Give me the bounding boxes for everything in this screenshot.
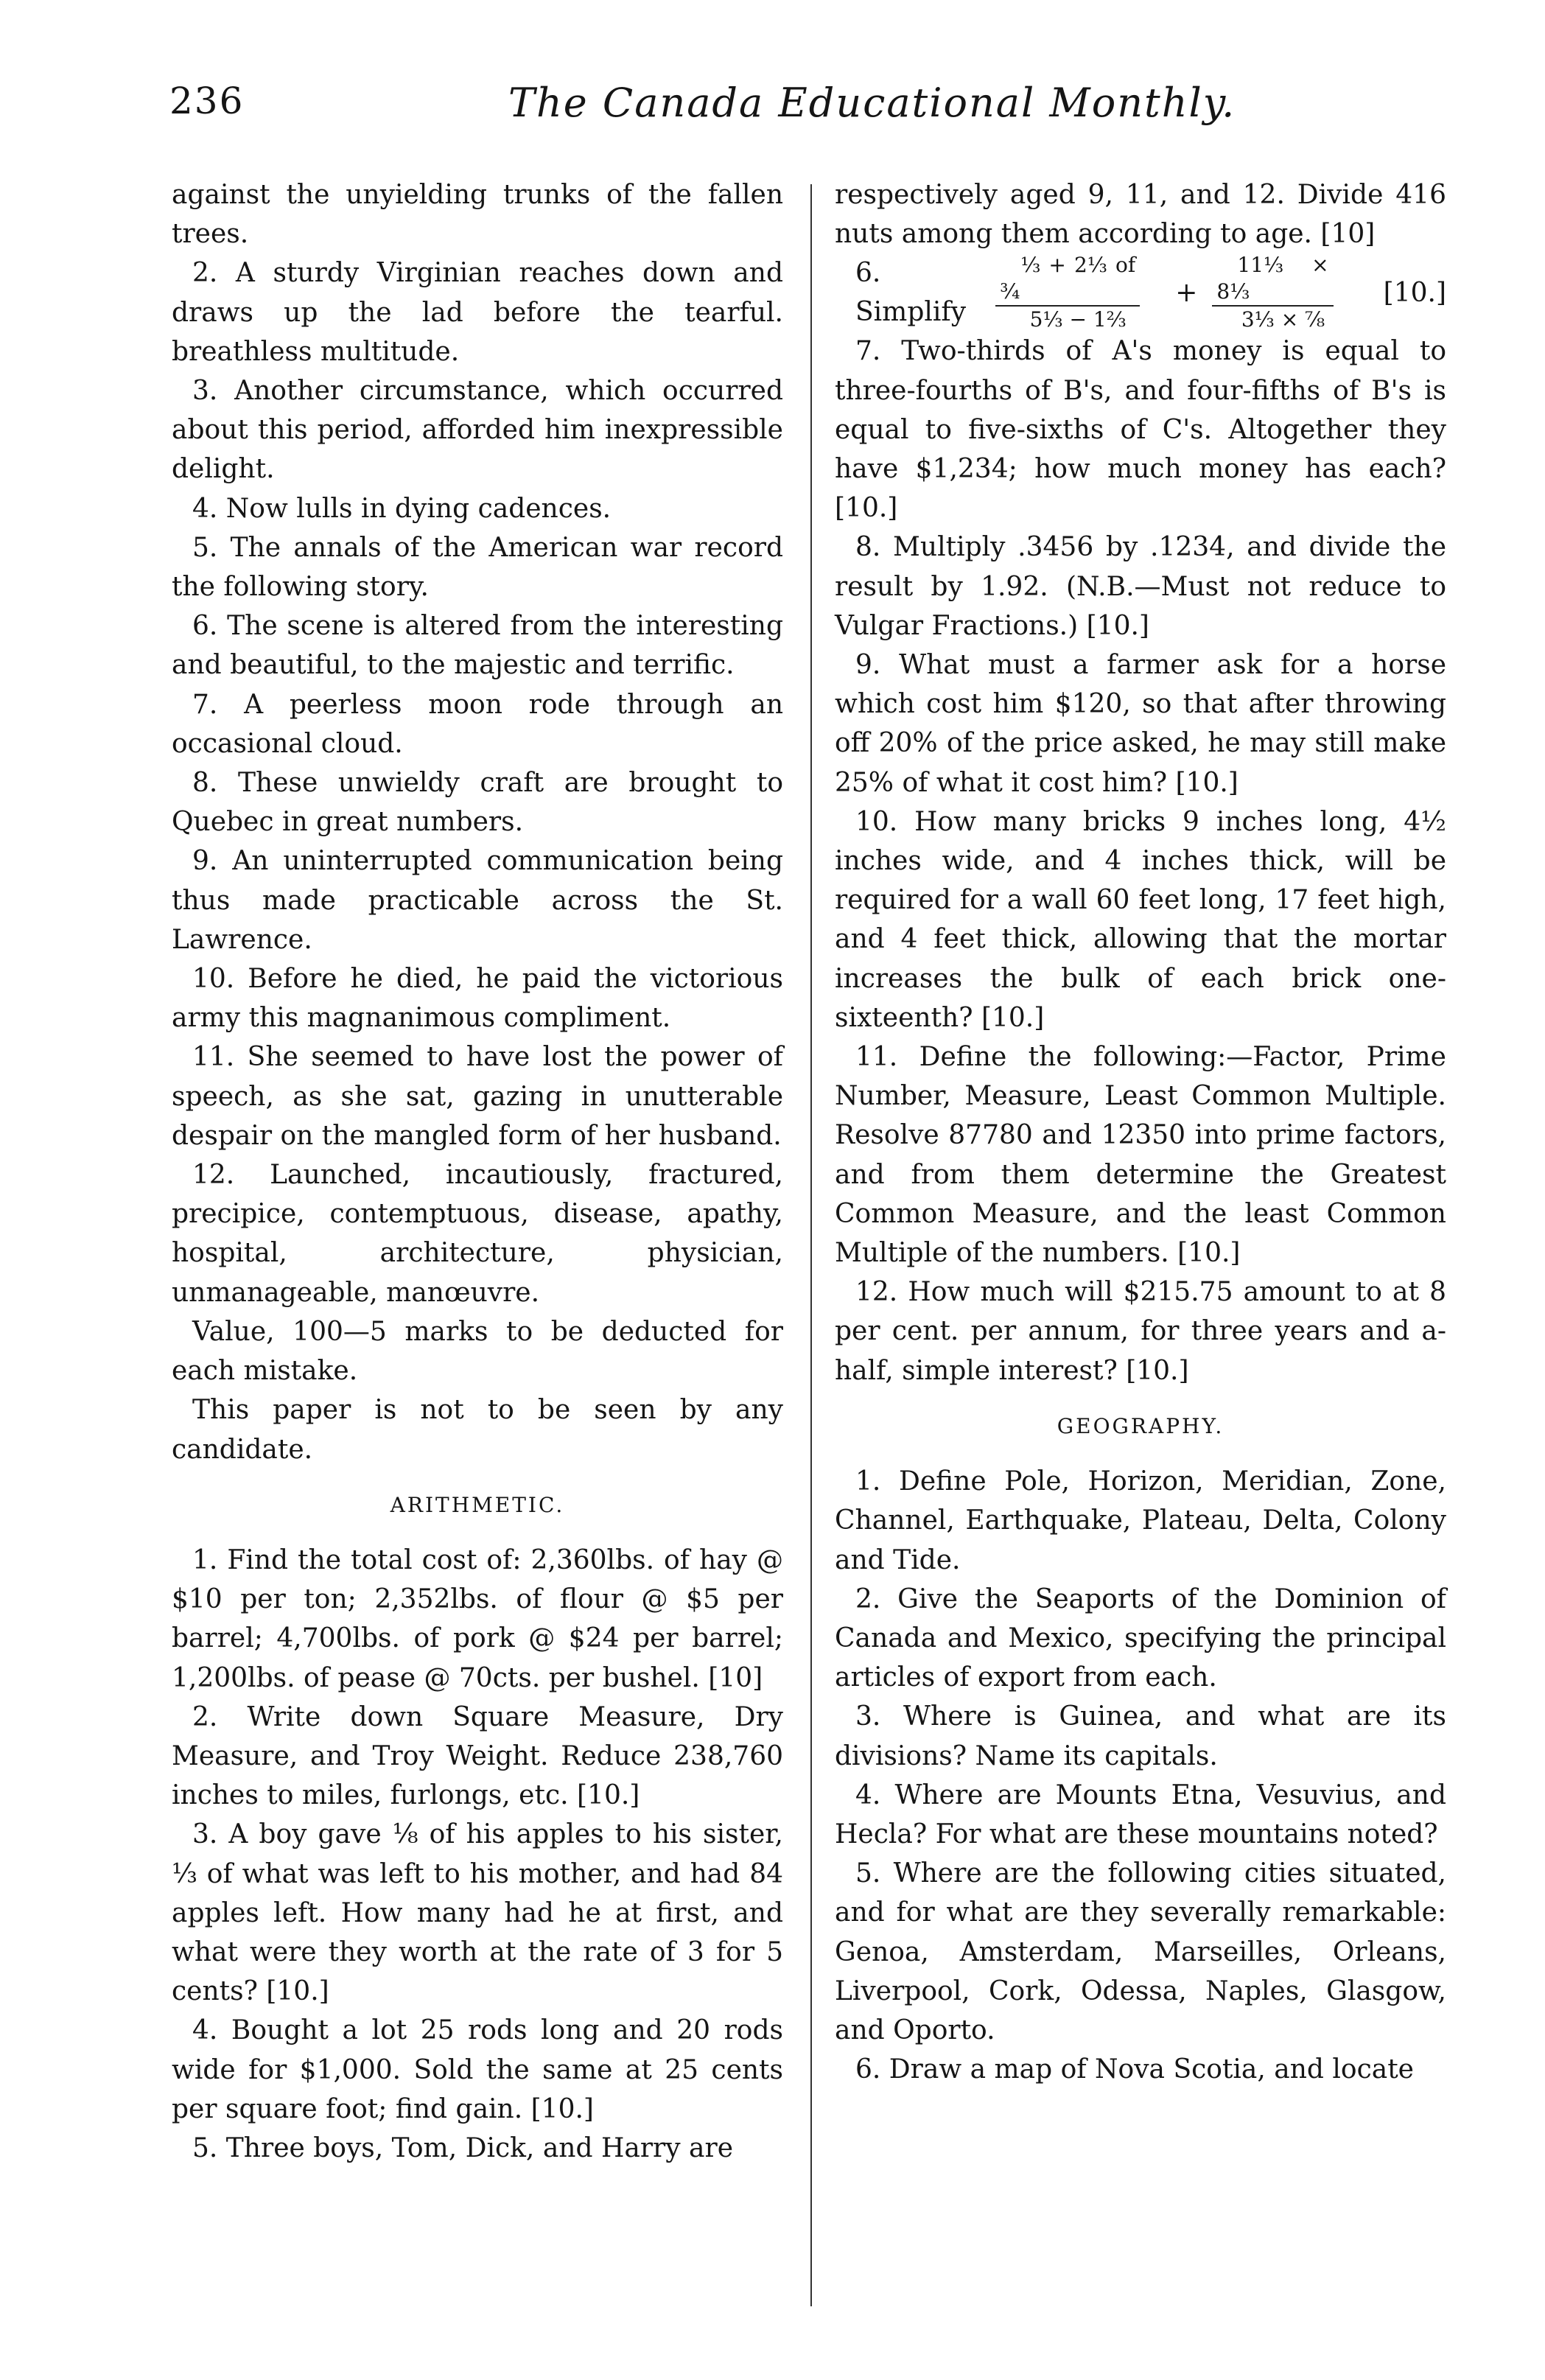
sentence-item: 12. Launched, incautiously, fractured, precipice, contemptuous, disease, apathy, hospital, architecture, physician, unmanageable, manœuvre.: [172, 1160, 783, 1308]
fraction-denominator: 3⅓ × ⅞: [1241, 307, 1325, 332]
left-column: [172, 175, 783, 2168]
geography-question: 2. Give the Seaports of the Dominion of Canada and Mexico, specifying the principal articles of export from each.: [835, 1583, 1446, 1693]
geography-question: 1. Define Pole, Horizon, Meridian, Zone, Channel, Earthquake, Plateau, Delta, Colony and Tide.: [835, 1466, 1446, 1575]
fraction-numerator: 11⅓ × 8⅓: [1212, 252, 1333, 307]
sentence-item: 11. She seemed to have lost the power of speech, as she sat, gazing in unutterable despair on the mangled form of her husband.: [172, 1042, 783, 1151]
arithmetic-question: 12. How much will $215.75 amount to at 8 per cent. per annum, for three years and a-half, simple interest? [10.]: [835, 1277, 1446, 1386]
arithmetic-question: 5. Three boys, Tom, Dick, and Harry are: [192, 2132, 733, 2163]
sentence-item: 8. These unwieldy craft are brought to Quebec in great numbers.: [172, 768, 783, 838]
sentence-item: 6. The scene is altered from the interesting and beautiful, to the majestic and terrific.: [172, 611, 783, 681]
fraction-expression: [995, 252, 1140, 333]
arithmetic-question: 9. What must a farmer ask for a horse which cost him $120, so that after throwing off 20% of the price asked, he may still make 25% of what it cost him? [10.]: [835, 650, 1446, 798]
value-note: Value, 100—5 marks to be deducted for each mistake.: [172, 1316, 783, 1387]
paragraph: against the unyielding trunks of the fallen trees.: [172, 180, 783, 250]
plus-sign: +: [1175, 277, 1198, 308]
geography-question: 3. Where is Guinea, and what are its divisions? Name its capitals.: [835, 1701, 1446, 1771]
sentence-item: 9. An uninterrupted communication being thus made practicable across the St. Lawrence.: [172, 846, 783, 955]
sentence-item: 7. A peerless moon rode through an occasional cloud.: [172, 689, 783, 759]
geography-question: 4. Where are Mounts Etna, Vesuvius, and Hecla? For what are these mountains noted?: [835, 1779, 1446, 1849]
paragraph: respectively aged 9, 11, and 12. Divide 416 nuts among them according to age. [10]: [835, 180, 1446, 250]
fraction-numerator: ⅓ + 2⅓ of ¾: [995, 252, 1140, 307]
arithmetic-question: 8. Multiply .3456 by .1234, and divide the result by 1.92. (N.B.—Must not reduce to Vulgar Fractions.) [10.]: [835, 532, 1446, 641]
geography-question: 5. Where are the following cities situated, and for what are they severally remarkable: Genoa, Amsterdam, Marseilles, Orleans, Liverpool, Cork, Odessa, Naples, Glasgow, and Oporto.: [835, 1858, 1446, 2045]
arithmetic-question: 2. Write down Square Measure, Dry Measure, and Troy Weight. Reduce 238,760 inches to miles, furlongs, etc. [10.]: [172, 1701, 783, 1811]
arithmetic-question: 11. Define the following:—Factor, Prime Number, Measure, Least Common Multiple. Resolve 87780 and 12350 into prime factors, and from them determine the Greatest Common Measure, and the least Common Multiple of the numbers. [10.]: [835, 1042, 1446, 1269]
paper-note: This paper is not to be seen by any candidate.: [172, 1395, 783, 1465]
arithmetic-question: 1. Find the total cost of: 2,360lbs. of hay @ $10 per ton; 2,352lbs. of flour @ $5 per barrel; 4,700lbs. of pork @ $24 per barrel; 1,200lbs. of pease @ 70cts. per bushel. [10]: [172, 1544, 783, 1693]
sentence-item: 3. Another circumstance, which occurred about this period, afforded him inexpressible delight.: [172, 376, 783, 485]
sentence-item: 10. Before he died, he paid the victorious army this magnanimous compliment.: [172, 964, 783, 1034]
sentence-item: 5. The annals of the American war record the following story.: [172, 532, 783, 603]
sentence-item: 4. Now lulls in dying cadences.: [192, 493, 612, 524]
simplify-label: 6. Simplify: [855, 258, 967, 328]
sentence-item: 2. A sturdy Virginian reaches down and draws up the lad before the tearful. breathless multitude.: [172, 258, 783, 367]
journal-title: The Canada Educational Monthly.: [508, 80, 1236, 126]
fraction-expression: [1212, 252, 1333, 333]
arithmetic-question: 10. How many bricks 9 inches long, 4½ inches wide, and 4 inches thick, will be required for a wall 60 feet long, 17 feet high, and 4 feet thick, allowing that the mortar increases the bulk of each brick one-sixteenth? [10.]: [835, 806, 1446, 1033]
geography-question: 6. Draw a map of Nova Scotia, and locate: [855, 2054, 1414, 2085]
column-divider: [810, 184, 812, 2306]
arithmetic-heading: ARITHMETIC.: [390, 1492, 565, 1517]
right-column: [835, 175, 1446, 2089]
running-head: [169, 80, 1532, 146]
page-number: 236: [169, 80, 245, 122]
geography-heading: GEOGRAPHY.: [1057, 1413, 1225, 1438]
arithmetic-question: 4. Bought a lot 25 rods long and 20 rods wide for $1,000. Sold the same at 25 cents per square foot; find gain. [10.]: [172, 2015, 783, 2124]
marks-label: [10.]: [1383, 277, 1446, 308]
simplify-question: [835, 253, 1446, 332]
fraction-denominator: 5⅓ − 1⅔: [1029, 307, 1127, 332]
arithmetic-question: 3. A boy gave ⅛ of his apples to his sister, ⅓ of what was left to his mother, and had 84 apples left. How many had he at first, and what were they worth at the rate of 3 for 5 cents? [10.]: [172, 1819, 783, 2007]
arithmetic-question: 7. Two-thirds of A's money is equal to three-fourths of B's, and four-fifths of B's is equal to five-sixths of C's. Altogether they have $1,234; how much money has each? [10.]: [835, 336, 1446, 524]
